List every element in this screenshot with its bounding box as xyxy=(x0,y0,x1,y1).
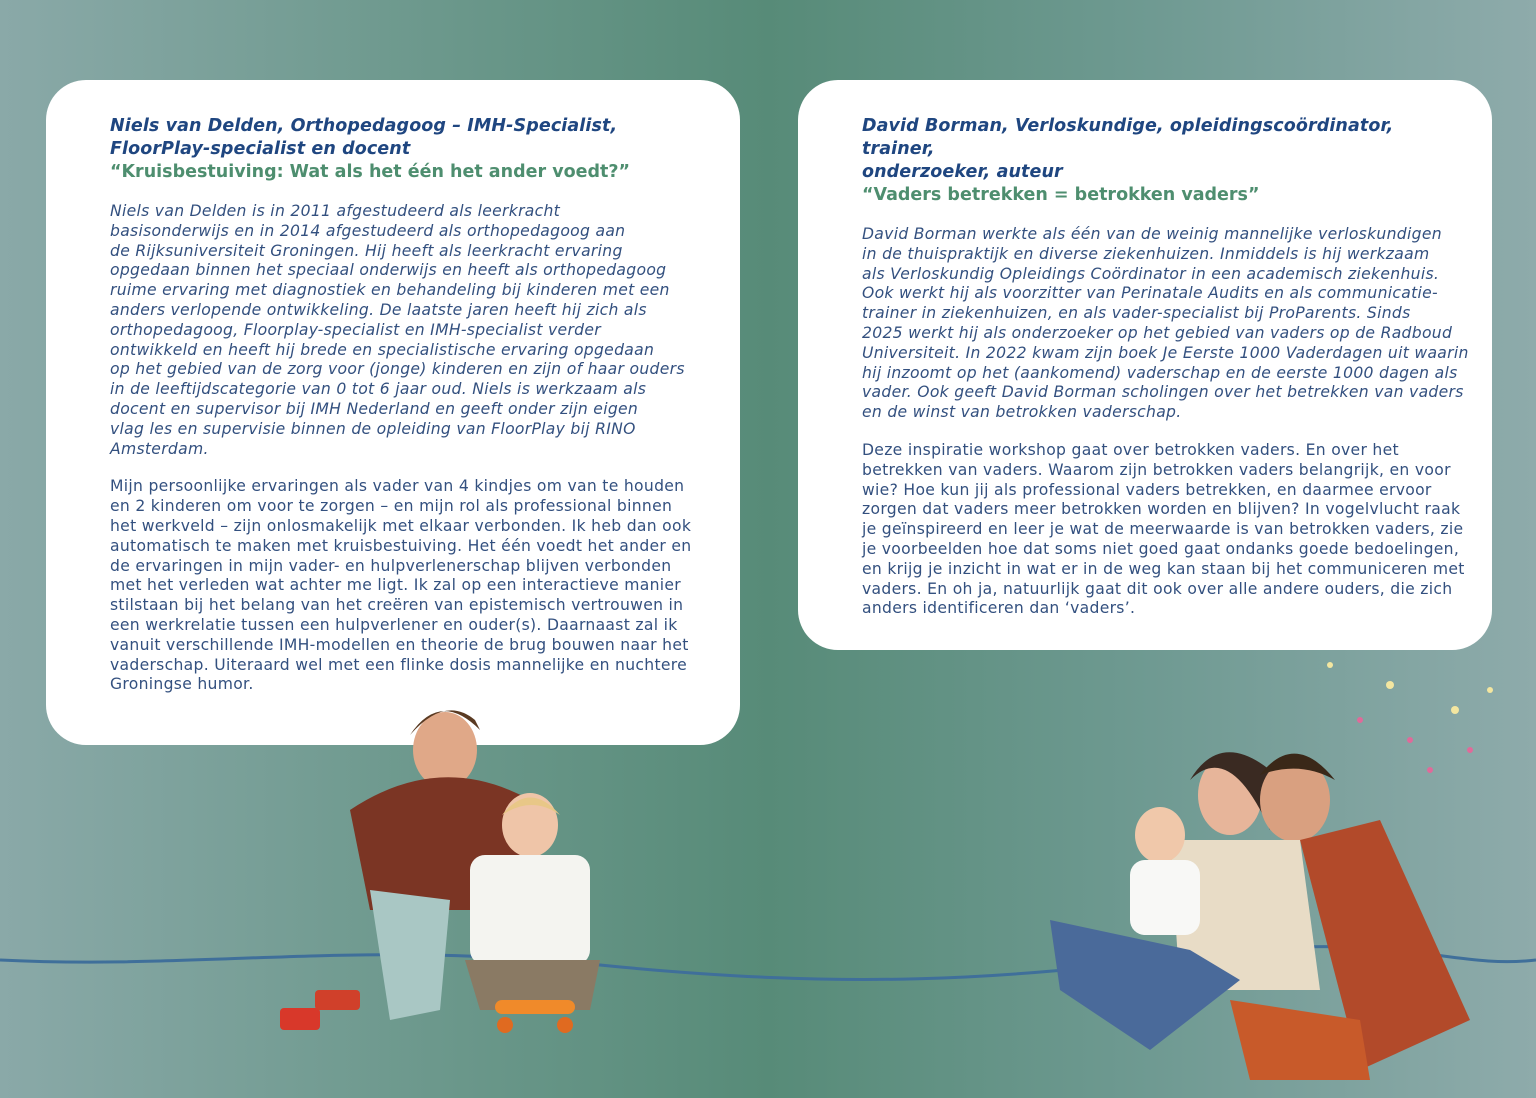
text-line: betrekken van vaders. Waarom zijn betrokken vaders belangrijk, en voor xyxy=(862,460,1451,479)
workshop-description xyxy=(862,441,1472,619)
title-line: FloorPlay-specialist en docent xyxy=(110,139,411,159)
text-line: met het verleden wat achter me ligt. Ik zal op een interactieve manier xyxy=(110,576,681,595)
text-line: vanuit verschillende IMH-modellen en theorie de brug bouwen naar het xyxy=(110,635,689,654)
text-line: Deze inspiratie workshop gaat over betrokken vaders. En over het xyxy=(862,440,1399,459)
text-line: als Verloskundig Opleidings Coördinator in een academisch ziekenhuis. xyxy=(862,264,1440,283)
speaker-title xyxy=(110,115,720,161)
text-line: op het gebied van de zorg voor (jonge) kinderen en zijn of haar ouders xyxy=(110,360,685,379)
text-line: stilstaan bij het belang van het creëren van epistemisch vertrouwen in xyxy=(110,596,684,615)
text-line: trainer in ziekenhuizen, en als vader-specialist bij ProParents. Sinds xyxy=(862,304,1411,323)
text-line: vaderschap. Uiteraard wel met een flinke dosis mannelijke en nuchtere xyxy=(110,655,688,674)
text-line: je geïnspireerd en leer je wat de meerwaarde is van betrokken vaders, zie xyxy=(862,520,1464,539)
workshop-title: “Vaders betrekken = betrokken vaders” xyxy=(862,185,1260,205)
speaker-title xyxy=(862,115,1472,184)
father-child-photo xyxy=(270,690,650,1070)
text-line: ruime ervaring met diagnostiek en behandeling bij kinderen met een xyxy=(110,281,670,300)
text-line: Universiteit. In 2022 kwam zijn boek Je Eerste 1000 Vaderdagen uit waarin xyxy=(862,343,1469,362)
text-line: Niels van Delden is in 2011 afgestudeerd als leerkracht xyxy=(110,202,561,220)
workshop-description xyxy=(110,477,720,695)
text-line: anders verlopende ontwikkeling. De laatste jaren heeft hij zich als xyxy=(110,300,647,319)
family-photo xyxy=(1030,650,1536,1098)
text-line: Ook werkt hij als voorzitter van Perinatale Audits en als communicatie- xyxy=(862,284,1438,303)
text-line: 2025 werkt hij als onderzoeker op het gebied van vaders op de Radboud xyxy=(862,323,1453,342)
text-line: Amsterdam. xyxy=(110,439,209,458)
workshop-title: “Kruisbestuiving: Wat als het één het ander voedt?” xyxy=(110,162,631,182)
text-line: in de thuispraktijk en diverse ziekenhuizen. Inmiddels is hij werkzaam xyxy=(862,244,1430,263)
text-line: vader. Ook geeft David Borman scholingen over het betrekken van vaders xyxy=(862,383,1464,402)
speaker-card-david xyxy=(798,80,1492,650)
text-line: en 2 kinderen om voor te zorgen – en mijn rol als professional binnen xyxy=(110,497,673,516)
text-line: vlag les en supervisie binnen de opleiding van FloorPlay bij RINO xyxy=(110,419,636,438)
speaker-bio xyxy=(862,225,1472,423)
text-line: en de winst van betrokken vaderschap. xyxy=(862,403,1182,422)
text-line: automatisch te maken met kruisbestuiving. Het één voedt het ander en xyxy=(110,536,692,555)
text-line: Groningse humor. xyxy=(110,675,254,694)
speaker-bio xyxy=(110,202,720,459)
text-line: anders identificeren dan ‘vaders’. xyxy=(862,599,1136,618)
text-line: orthopedagoog, Floorplay-specialist en IMH-specialist verder xyxy=(110,320,601,339)
text-line: je voorbeelden hoe dat soms niet goed gaat ondanks goede bedoelingen, xyxy=(862,539,1460,558)
text-line: basisonderwijs en in 2014 afgestudeerd als orthopedagoog aan xyxy=(110,221,626,240)
text-line: Mijn persoonlijke ervaringen als vader van 4 kindjes om van te houden xyxy=(110,477,685,496)
text-line: en krijg je inzicht in wat er in de weg kan staan bij het communiceren met xyxy=(862,559,1465,578)
text-line: in de leeftijdscategorie van 0 tot 6 jaar oud. Niels is werkzaam als xyxy=(110,380,647,399)
speaker-card-niels xyxy=(46,80,740,745)
text-line: de Rijksuniversiteit Groningen. Hij heeft als leerkracht ervaring xyxy=(110,241,623,260)
title-line: onderzoeker, auteur xyxy=(862,162,1063,182)
text-line: een werkrelatie tussen een hulpverlener en ouder(s). Daarnaast zal ik xyxy=(110,615,678,634)
title-line: David Borman, Verloskundige, opleidingscoördinator, trainer, xyxy=(862,116,1394,159)
text-line: zorgen dat vaders meer betrokken worden en blijven? In vogelvlucht raak xyxy=(862,500,1461,519)
text-line: opgedaan binnen het speciaal onderwijs en heeft als orthopedagoog xyxy=(110,261,667,280)
text-line: David Borman werkte als één van de weinig mannelijke verloskundigen xyxy=(862,225,1442,243)
text-line: wie? Hoe kun jij als professional vaders betrekken, en daarmee ervoor xyxy=(862,480,1432,499)
text-line: ontwikkeld en heeft hij brede en specialistische ervaring opgedaan xyxy=(110,340,655,359)
text-line: docent en supervisor bij IMH Nederland en geeft onder zijn eigen xyxy=(110,399,639,418)
text-line: het werkveld – zijn onlosmakelijk met elkaar verbonden. Ik heb dan ook xyxy=(110,516,692,535)
text-line: hij inzoomt op het (aankomend) vaderschap en de eerste 1000 dagen als xyxy=(862,363,1458,382)
text-line: vaders. En oh ja, natuurlijk gaat dit ook over alle andere ouders, die zich xyxy=(862,579,1453,598)
text-line: de ervaringen in mijn vader- en hulpverlenerschap blijven verbonden xyxy=(110,556,672,575)
title-line: Niels van Delden, Orthopedagoog – IMH-Specialist, xyxy=(110,116,618,136)
